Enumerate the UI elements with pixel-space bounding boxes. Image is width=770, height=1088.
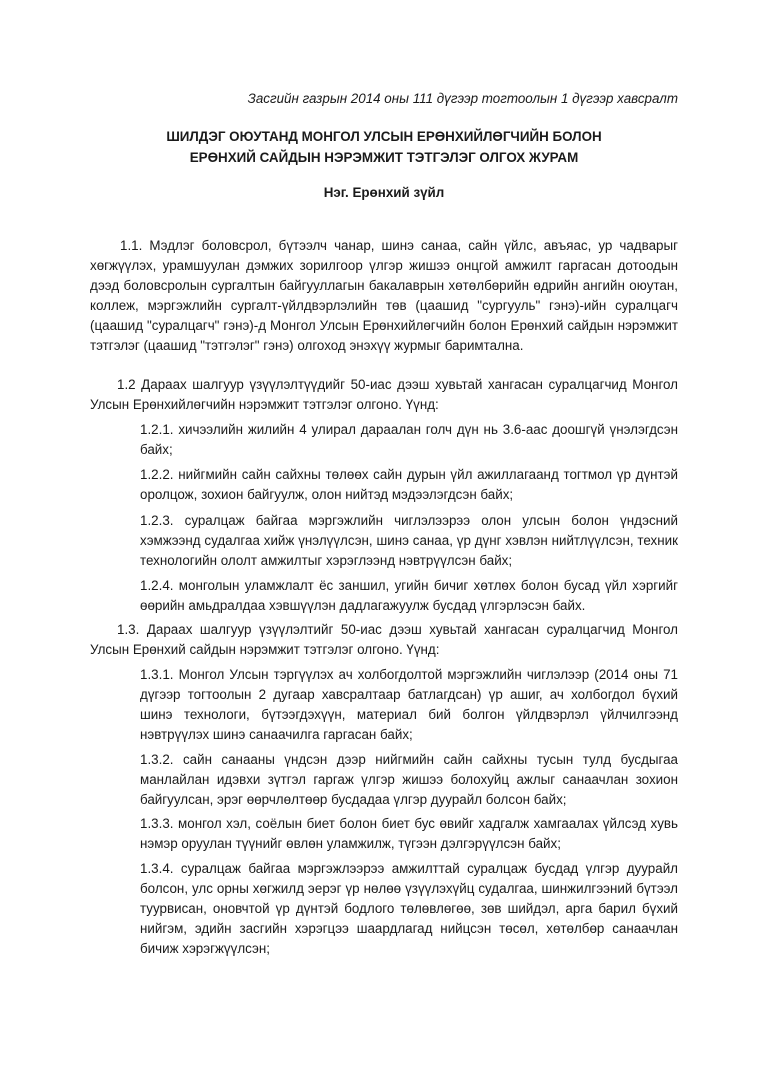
paragraph-1-2-1: 1.2.1. хичээлийн жилийн 4 улирал дараалан голч дүн нь 3.6-аас доошгүй үнэлэгдсэн байх; [140, 422, 678, 457]
paragraph-1-3-1: 1.3.1. Монгол Улсын тэргүүлэх ач холбогдолтой мэргэжлийн чиглэлээр (2014 оны 71 дүгээр тогтоолын 2 дугаар хавсралтаар батлагдсан) үр ашиг, ач холбогдол бүхий шинэ технологи, бүтээгдэхүүн, материал бий болгон үйлдвэрлэл үйлчилгээнд нэвтрүүлэх шинэ санаачилга гаргасан байх; [140, 667, 678, 742]
document-title [90, 126, 678, 168]
paragraph-1-1: 1.1. Мэдлэг боловсрол, бүтээлч чанар, шинэ санаа, сайн үйлс, авъяас, ур чадварыг хөгжүүлэх, урамшуулан дэмжих зорилгоор үлгэр жишээ онцгой амжилт гаргасан дотоодын дээд боловсролын сургалтын байгууллагын бакалаврын хөтөлбөрийн өдрийн ангийн оюутан, коллеж, мэргэжлийн сургалт-үйлдвэрлэлийн төв (цаашид "сургууль" гэнэ)-ийн суралцагч (цаашид "суралцагч" гэнэ)-д Монгол Улсын Ерөнхийлөгчийн болон Ерөнхий сайдын нэрэмжит тэтгэлэг (цаашид "тэтгэлэг" гэнэ) олгоход энэхүү журмыг баримтална. [90, 238, 678, 353]
paragraph-1-3-4: 1.3.4. суралцаж байгаа мэргэжлээрээ амжилттай суралцаж бусдад үлгэр дуурайл болсон, улс орны хөгжилд эерэг үр нөлөө үзүүлэхүйц судалгаа, шинжилгээний бүтээл туурвисан, оновчтой үр дүнтэй бодлого төлөвлөгөө, зөв шийдэл, арга барил бүхий нийгэм, эдийн засгийн хэрэгцээ шаардлагад нийцсэн төсөл, хөтөлбөр санаачлан бичиж хэрэгжүүлсэн; [140, 861, 678, 956]
paragraph-1-3-2: 1.3.2. сайн санааны үндсэн дээр нийгмийн сайн сайхны тусын тулд бусдыгаа манлайлан идэвхи зүтгэл гаргаж үлгэр жишээ болохуйц ажлыг санаачлан зохион байгуулсан, эрэг өөрчлөлтөөр бусдадаа үлгэр дуурайл болсон байх; [140, 752, 678, 807]
annex-note: Засгийн газрын 2014 оны 111 дүгээр тогтоолын 1 дүгээр хавсралт [247, 91, 678, 106]
paragraph-1-3-3: 1.3.3. монгол хэл, соёлын биет болон биет бус өвийг хадгалж хамгаалах үйлсэд хувь нэмэр оруулан түүнийг өвлөн уламжилж, түгээн дэлгэрүүлсэн байх; [140, 816, 678, 851]
paragraph-1-2-3: 1.2.3. суралцаж байгаа мэргэжлийн чиглэлээрээ олон улсын болон үндэсний хэмжээнд судалгаа хийж үнэлүүлсэн, шинэ санаа, үр дүнг хэвлэн нийтлүүлсэн, техник технологийн ололт амжилтыг хэрэглээнд нэвтрүүлсэн байх; [140, 513, 678, 568]
title-line-2: ЕРӨНХИЙ САЙДЫН НЭРЭМЖИТ ТЭТГЭЛЭГ ОЛГОХ ЖУРАМ [189, 150, 579, 165]
section-title: Нэг. Ерөнхий зүйл [323, 185, 445, 200]
paragraph-1-2-4: 1.2.4. монголын уламжлалт ёс заншил, угийн бичиг хөтлөх болон бусад үйл хэргийг өөрийн амьдралдаа хэвшүүлэн дадлагажуулж бусдад үлгэрлэсэн байх. [140, 578, 678, 613]
paragraph-1-2-2: 1.2.2. нийгмийн сайн сайхны төлөөх сайн дурын үйл ажиллагаанд тогтмол үр дүнтэй оролцож, зохион байгуулж, олон нийтэд мэдээлэгдсэн байх; [140, 467, 678, 502]
paragraph-1-3: 1.3. Дараах шалгуур үзүүлэлтийг 50-иас дээш хувьтай хангасан суралцагчид Монгол Улсын Ерөнхий сайдын нэрэмжит тэтгэлэг олгоно. Үүнд: [90, 622, 678, 657]
title-line-1: ШИЛДЭГ ОЮУТАНД МОНГОЛ УЛСЫН ЕРӨНХИЙЛӨГЧИЙН БОЛОН [166, 129, 602, 144]
paragraph-1-2: 1.2 Дараах шалгуур үзүүлэлтүүдийг 50-иас дээш хувьтай хангасан суралцагчид Монгол Улсын Ерөнхийлөгчийн нэрэмжит тэтгэлэг олгоно. Үүнд: [90, 377, 678, 412]
